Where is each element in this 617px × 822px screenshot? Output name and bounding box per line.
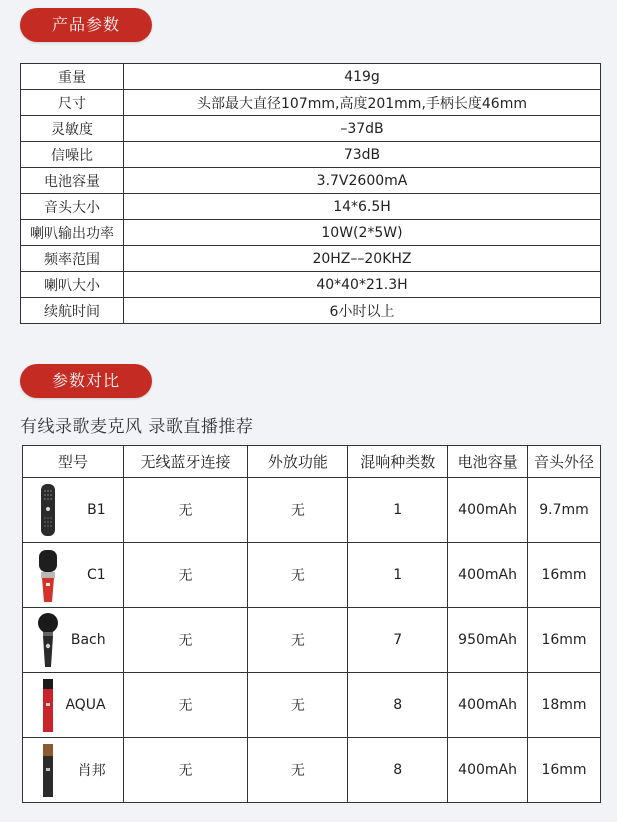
reverb-value: 7 — [348, 608, 448, 673]
head-size-value: 9.7mm — [528, 478, 601, 543]
table-row — [21, 220, 601, 246]
spec-label: 续航时间 — [21, 298, 124, 324]
bluetooth-value: 无 — [123, 543, 248, 608]
spec-value: 头部最大直径107mm,高度201mm,手柄长度46mm — [124, 90, 601, 116]
col-header-battery: 电池容量 — [448, 446, 528, 478]
col-header-model: 型号 — [23, 446, 124, 478]
spec-label: 尺寸 — [21, 90, 124, 116]
spec-value: 419g — [124, 64, 601, 90]
reverb-value: 1 — [348, 543, 448, 608]
battery-value: 400mAh — [448, 673, 528, 738]
model-cell — [23, 738, 124, 803]
table-row — [21, 64, 601, 90]
bluetooth-value: 无 — [123, 608, 248, 673]
table-row — [21, 116, 601, 142]
head-size-value: 16mm — [528, 608, 601, 673]
table-row — [23, 608, 601, 673]
section-title-product-params: 产品参数 — [20, 8, 152, 42]
spec-value: 6小时以上 — [124, 298, 601, 324]
model-cell — [23, 673, 124, 738]
spec-value: 14*6.5H — [124, 194, 601, 220]
reverb-value: 1 — [348, 478, 448, 543]
model-name: Bach — [70, 632, 106, 648]
table-row — [21, 298, 601, 324]
head-size-value: 16mm — [528, 738, 601, 803]
col-header-head-size: 音头外径 — [528, 446, 601, 478]
head-size-value: 18mm — [528, 673, 601, 738]
model-name: 肖邦 — [77, 763, 106, 779]
table-row — [23, 673, 601, 738]
table-row — [23, 478, 601, 543]
speaker-value: 无 — [248, 543, 348, 608]
model-cell — [23, 608, 124, 673]
spec-label: 频率范围 — [21, 246, 124, 272]
model-cell — [23, 543, 124, 608]
compare-table — [22, 445, 601, 803]
col-header-reverb: 混响种类数 — [348, 446, 448, 478]
table-row — [21, 194, 601, 220]
spec-label: 信噪比 — [21, 142, 124, 168]
section-title-param-compare: 参数对比 — [20, 364, 152, 398]
table-row — [21, 246, 601, 272]
table-row — [21, 142, 601, 168]
reverb-value: 8 — [348, 738, 448, 803]
spec-label: 音头大小 — [21, 194, 124, 220]
table-row — [21, 168, 601, 194]
bronze-stick-mic-icon — [36, 742, 60, 798]
speaker-value: 无 — [248, 673, 348, 738]
reverb-value: 8 — [348, 673, 448, 738]
spec-value: –37dB — [124, 116, 601, 142]
battery-value: 400mAh — [448, 478, 528, 543]
spec-value: 3.7V2600mA — [124, 168, 601, 194]
model-cell — [23, 478, 124, 543]
model-name: B1 — [87, 502, 106, 518]
table-header-row — [23, 446, 601, 478]
compare-subtitle: 有线录歌麦克风 录歌直播推荐 — [20, 417, 254, 437]
black-speaker-mic-icon — [36, 482, 60, 538]
spec-value: 10W(2*5W) — [124, 220, 601, 246]
model-name: C1 — [86, 567, 106, 583]
table-row — [21, 272, 601, 298]
speaker-value: 无 — [248, 478, 348, 543]
head-size-value: 16mm — [528, 543, 601, 608]
speaker-value: 无 — [248, 608, 348, 673]
spec-value: 20HZ––20KHZ — [124, 246, 601, 272]
spec-value: 40*40*21.3H — [124, 272, 601, 298]
col-header-speaker: 外放功能 — [248, 446, 348, 478]
table-row — [21, 90, 601, 116]
battery-value: 400mAh — [448, 543, 528, 608]
col-header-bluetooth: 无线蓝牙连接 — [123, 446, 248, 478]
spec-table — [20, 63, 601, 324]
black-dynamic-mic-icon — [36, 612, 60, 668]
model-name: AQUA — [65, 697, 106, 713]
red-stick-mic-icon — [36, 677, 60, 733]
bluetooth-value: 无 — [123, 738, 248, 803]
bluetooth-value: 无 — [123, 478, 248, 543]
table-row — [23, 543, 601, 608]
bluetooth-value: 无 — [123, 673, 248, 738]
battery-value: 400mAh — [448, 738, 528, 803]
spec-value: 73dB — [124, 142, 601, 168]
spec-label: 灵敏度 — [21, 116, 124, 142]
speaker-value: 无 — [248, 738, 348, 803]
red-condenser-mic-icon — [36, 547, 60, 603]
table-row — [23, 738, 601, 803]
spec-label: 重量 — [21, 64, 124, 90]
spec-label: 电池容量 — [21, 168, 124, 194]
spec-label: 喇叭输出功率 — [21, 220, 124, 246]
battery-value: 950mAh — [448, 608, 528, 673]
spec-label: 喇叭大小 — [21, 272, 124, 298]
